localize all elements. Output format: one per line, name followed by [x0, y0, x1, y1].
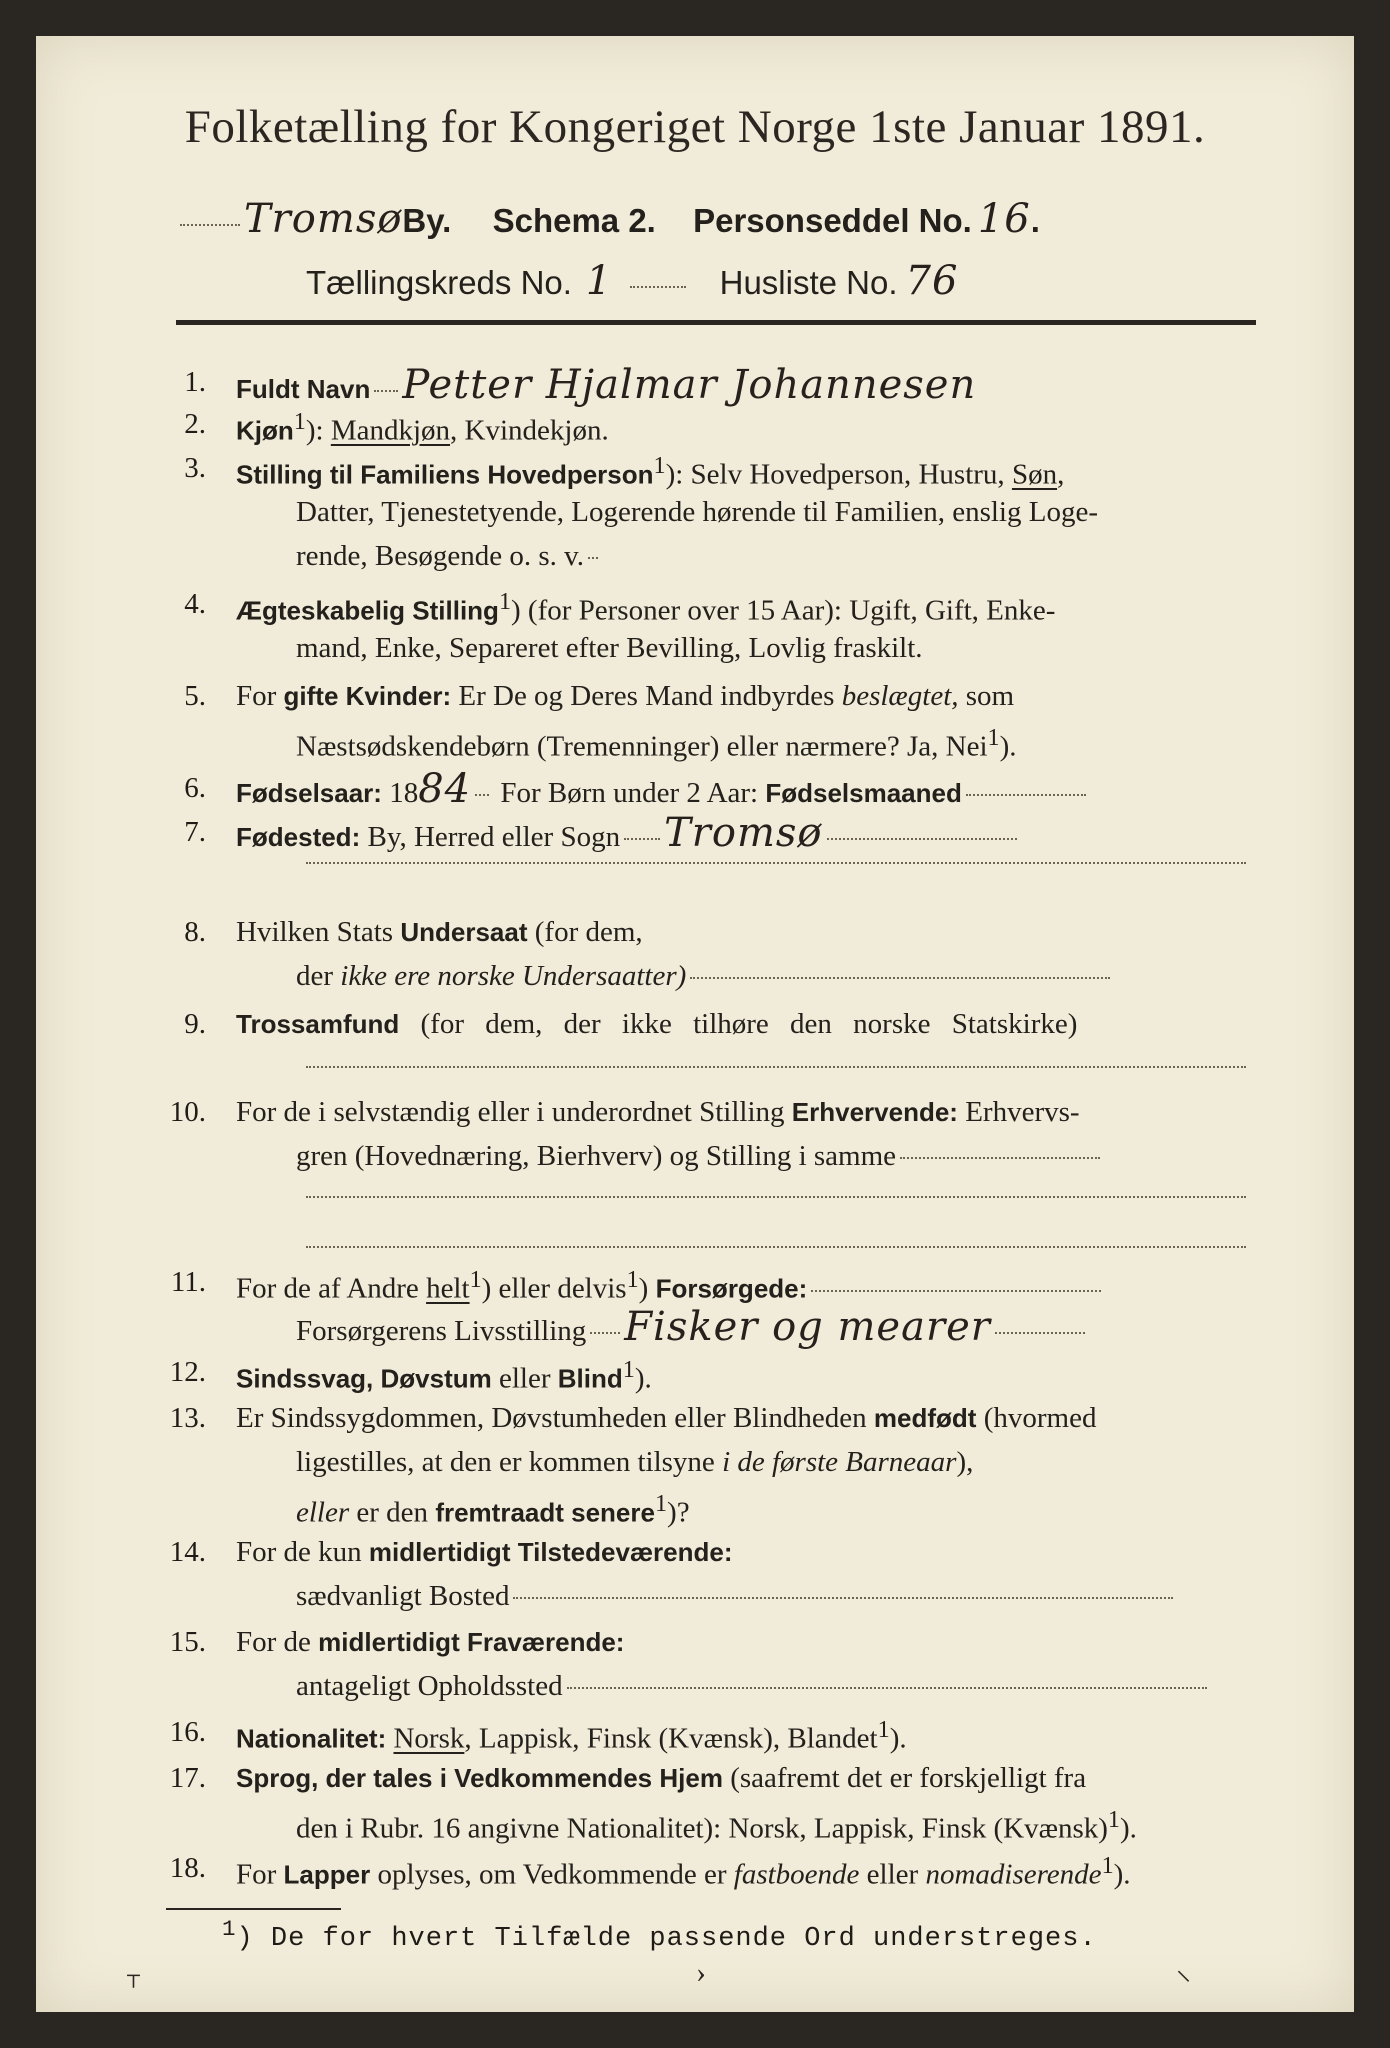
form-title: Folketælling for Kongeriget Norge 1ste Januar 1891.: [184, 101, 1206, 153]
item-full-name: [236, 362, 976, 408]
personseddel-label: Personseddel No.: [693, 202, 972, 239]
congenital-label: medfødt: [873, 1403, 977, 1433]
birth-year-label: Fødselsaar:: [236, 778, 382, 808]
temporarily-absent-label: midlertidigt Fraværende:: [318, 1627, 625, 1657]
option-helt: helt: [426, 1272, 470, 1305]
item-number: 18.: [169, 1852, 206, 1884]
corner-mark: ⸌: [1176, 1966, 1191, 1999]
item-number: 13.: [169, 1402, 206, 1434]
married-women-line2: Næstsødskendebørn (Tremenninger) eller nærmere? Ja, Nei$^1$).: [296, 724, 1017, 763]
item-number: 14.: [169, 1536, 206, 1568]
schema-label: Schema 2.: [492, 202, 656, 239]
item-sex: Kjøn$^1$): Mandkjøn, Kvindekjøn.: [236, 408, 609, 447]
temporarily-present-label: midlertidigt Tilstedeværende:: [368, 1537, 733, 1567]
sex-option-male: Mandkjøn: [330, 414, 451, 447]
item-language: Sprog, der tales i Vedkommendes Hjem (saafremt det er forskjelligt fra: [236, 1762, 1087, 1794]
item-number: 1.: [184, 366, 206, 398]
dotted-leader: [180, 224, 240, 226]
nationality-label: Nationalitet:: [236, 1723, 387, 1754]
birth-year-value: 84: [418, 766, 472, 812]
family-position-line3: rende, Besøgende o. s. v.: [296, 540, 602, 573]
item-number: 2.: [184, 408, 206, 440]
congenital-line2: ligestilles, at den er kommen tilsyne i de første Barneaar),: [296, 1446, 974, 1478]
disability-label: Sindssvag, Døvstum: [236, 1363, 492, 1394]
item-number: 9.: [184, 1008, 206, 1040]
citizenship-line2: der ikke ere norske Undersaatter): [296, 960, 1114, 993]
option-norsk: Norsk: [393, 1722, 465, 1755]
occupation-label: Erhvervende:: [791, 1097, 958, 1127]
religion-label: Trossamfund: [236, 1009, 400, 1039]
item-dependents: For de af Andre helt$^1$) eller delvis$^1$) Forsørgede:: [236, 1266, 1105, 1306]
footnote: $^1$) De for hvert Tilfælde passende Ord understreges.: [222, 1916, 1097, 1954]
citizenship-label: Undersaat: [400, 917, 528, 947]
item-citizenship: Hvilken Stats Undersaat (for dem,: [236, 916, 643, 948]
by-label: By.: [402, 202, 452, 239]
dotted-line: [306, 862, 1246, 864]
language-label: Sprog, der tales i Vedkommendes Hjem: [236, 1763, 723, 1793]
header-rule: [176, 320, 1256, 325]
item-birthplace: Fødested: By, Herred eller Sogn Tromsø: [236, 810, 1021, 856]
item-married-women: For gifte Kvinder: Er De og Deres Mand indbyrdes beslægtet, som: [236, 680, 1015, 712]
kreds-label: Tællingskreds No.: [306, 264, 572, 301]
husliste-number: 76: [905, 258, 959, 304]
dependents-label: Forsørgede:: [655, 1273, 808, 1304]
item-birth-year: Fødselsaar: 1884 For Børn under 2 Aar: Fødselsmaaned: [236, 766, 1090, 812]
item-number: 17.: [169, 1762, 206, 1794]
language-line2: den i Rubr. 16 angivne Nationalitet): Norsk, Lappisk, Finsk (Kvænsk)$^1$).: [296, 1806, 1137, 1845]
lapps-label: Lapper: [283, 1859, 371, 1890]
probable-residence-line: antageligt Opholdssted: [296, 1670, 1211, 1703]
birthplace-label: Fødested:: [236, 822, 361, 852]
item-number: 6.: [184, 772, 206, 804]
item-family-position: Stilling til Familiens Hovedperson$^1$): Selv Hovedperson, Hustru, Søn,: [236, 452, 1065, 491]
item-congenital: Er Sindssygdommen, Døvstumheden eller Blindheden medfødt (hvormed: [236, 1402, 1097, 1434]
item-number: 12.: [169, 1356, 206, 1388]
usual-residence-line: sædvanligt Bosted: [296, 1580, 1177, 1613]
full-name-label: Fuldt Navn: [236, 374, 371, 404]
item-temporarily-absent: For de midlertidigt Fraværende:: [236, 1626, 625, 1658]
footnote-rule: [166, 1908, 341, 1910]
family-position-line2: Datter, Tjenestetyende, Logerende hørende til Familien, enslig Loge-: [296, 496, 1098, 528]
marital-status-line2: mand, Enke, Separeret efter Bevilling, Lovlig fraskilt.: [296, 632, 923, 664]
marital-status-label: Ægteskabelig Stilling: [236, 595, 499, 626]
header-kreds-line: [306, 258, 958, 304]
item-marital-status: Ægteskabelig Stilling$^1$) (for Personer over 15 Aar): Ugift, Gift, Enke-: [236, 588, 1056, 627]
dotted-line: [306, 1246, 1246, 1248]
item-disability: Sindssvag, Døvstum eller Blind$^1$).: [236, 1356, 652, 1395]
family-position-label: Stilling til Familiens Hovedperson: [236, 459, 654, 490]
birth-month-label: Fødselsmaaned: [765, 778, 962, 808]
item-number: 5.: [184, 680, 206, 712]
center-mark: ›: [696, 1956, 706, 1989]
birthplace-value: Tromsø: [664, 810, 823, 856]
husliste-label: Husliste No.: [719, 264, 898, 301]
item-religion: Trossamfund (for dem, der ikke tilhøre den norske Statskirke): [236, 1008, 1078, 1040]
sex-label: Kjøn: [236, 415, 294, 446]
item-number: 16.: [169, 1716, 206, 1748]
dependents-line2: Forsørgerens Livsstilling Fisker og mearer: [296, 1304, 1089, 1350]
full-name-value: Petter Hjalmar Johannesen: [402, 362, 977, 408]
occupation-line2: gren (Hovednæring, Bierhverv) og Stilling i samme: [296, 1140, 1104, 1173]
item-number: 15.: [169, 1626, 206, 1658]
item-number: 4.: [184, 588, 206, 620]
item-nationality: Nationalitet: Norsk, Lappisk, Finsk (Kvænsk), Blandet$^1$).: [236, 1716, 907, 1755]
town-handwritten: Tromsø: [244, 196, 403, 242]
item-number: 3.: [184, 452, 206, 484]
married-women-label: gifte Kvinder:: [283, 681, 452, 711]
item-number: 8.: [184, 916, 206, 948]
census-form-sheet: [36, 36, 1354, 2012]
item-temporarily-present: For de kun midlertidigt Tilstedeværende:: [236, 1536, 733, 1568]
dotted-line: [306, 1196, 1246, 1198]
item-number: 7.: [184, 816, 206, 848]
option-son: Søn: [1011, 458, 1058, 491]
dotted-line: [306, 1066, 1246, 1068]
item-lapps: For Lapper oplyses, om Vedkommende er fastboende eller nomadiserende$^1$).: [236, 1852, 1131, 1891]
item-number: 11.: [170, 1266, 206, 1298]
header-town-line: TromsøBy. Schema 2. Personseddel No. 16.: [176, 196, 1040, 242]
provider-occupation-value: Fisker og mearer: [624, 1304, 991, 1350]
personseddel-number: 16: [977, 196, 1031, 242]
item-number: 10.: [169, 1096, 206, 1128]
sex-option-female: , Kvindekjøn.: [450, 414, 609, 447]
kreds-number: 1: [585, 258, 613, 304]
corner-mark: ⸆: [126, 1970, 141, 2003]
item-occupation: For de i selvstændig eller i underordnet Stilling Erhvervende: Erhvervs-: [236, 1096, 1080, 1128]
congenital-line3: eller er den fremtraadt senere$^1$)?: [296, 1490, 690, 1529]
